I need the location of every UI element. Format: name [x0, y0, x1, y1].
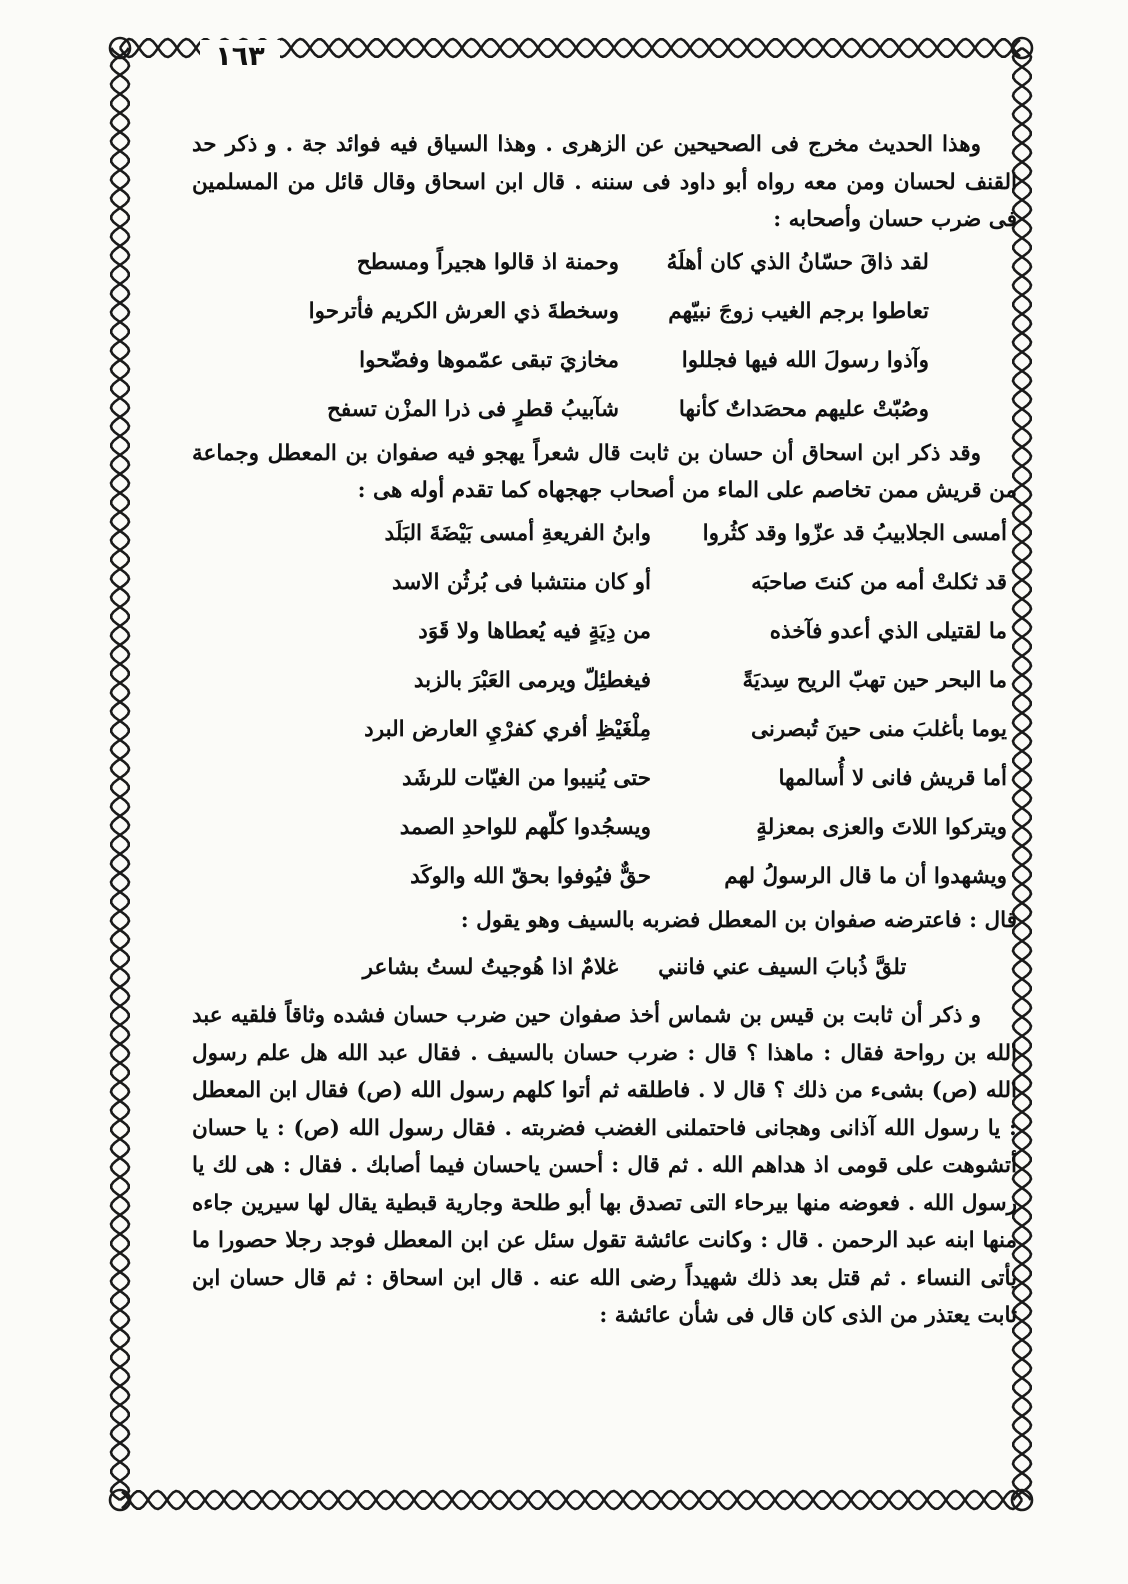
verse-second-hemistich: وسخطةَ ذي العرش الكريم فأترحوا [308, 299, 619, 325]
verse-line [192, 239, 1017, 288]
verse-second-hemistich: غلامٌ اذا هُوجيتُ لستُ بشاعر [362, 955, 619, 980]
verse-first-hemistich: تلقَّ ذُبابَ السيف عني فانني [658, 955, 907, 980]
verse-first-hemistich: أمسى الجلابيبُ قد عزّوا وقد كثُروا [702, 521, 1007, 547]
verse-line [192, 386, 1017, 435]
verse-first-hemistich: قد ثكلتْ أمه من كنتَ صاحبَه [751, 570, 1007, 596]
verse-first-hemistich: أما قريش فانى لا أُسالمها [778, 766, 1007, 792]
verse-second-hemistich: وحمنة اذ قالوا هجيراً ومسطح [356, 250, 619, 276]
verse-second-hemistich: شآبيبُ قطرٍ فى ذرا المزْن تسفح [326, 397, 619, 423]
verse-second-hemistich: حتى يُنيبوا من الغيّات للرشَد [401, 766, 651, 792]
verse-line [192, 804, 1017, 853]
verse-first-hemistich: يوما بأغلبَ منى حينَ تُبصرنى [750, 717, 1007, 743]
paragraph-safwan-reply: قال : فاعترضه صفوان بن المعطل فضربه بالسيف وهو يقول : [460, 907, 1017, 933]
verse-first-hemistich: لقد ذاقَ حسّانُ الذي كان أهلَهُ [666, 250, 929, 276]
verse-line [192, 510, 1017, 559]
verse-second-hemistich: من دِيَةٍ فيه يُعطاها ولا قَوَد [418, 619, 651, 645]
paragraph-ibn-ishaq: وقد ذكر ابن اسحاق أن حسان بن ثابت قال شعراً يهجو فيه صفوان بن المعطل وجماعة من قريش ممن تخاصم على الماء من أصحاب جهجهاه كما تقدم أوله هى : [192, 440, 1017, 503]
verse-line [192, 657, 1017, 706]
verse-second-hemistich: فيغطئِلّ ويرمى العَبْرَ بالزبد [413, 668, 651, 694]
page-number: ١٦٣ [200, 40, 280, 74]
verse-second-hemistich: وابنُ الفريعةِ أمسى بَيْضَةَ البَلَد [384, 521, 651, 547]
poem-2 [192, 510, 1017, 902]
verse-first-hemistich: تعاطوا برجم الغيب زوجَ نبيّهم [668, 299, 929, 325]
verse-second-hemistich: أو كان منتشبا فى بُرثُن الاسد [392, 570, 651, 596]
verse-first-hemistich: ويتركوا اللاتَ والعزى بمعزلةٍ [756, 815, 1007, 841]
verse-line [192, 853, 1017, 902]
verse-first-hemistich: وصُبّتْ عليهم محصَداتٌ كأنها [678, 397, 929, 423]
verse-second-hemistich: حقٌّ فيُوفوا بحقّ الله والوكَد [410, 864, 651, 890]
verse-first-hemistich: وآذوا رسولَ الله فيها فجللوا [681, 348, 929, 374]
verse-first-hemistich: ويشهدوا أن ما قال الرسولُ لهم [724, 864, 1007, 890]
verse-second-hemistich: مِلْغَيْظِ أفري كفرْيِ العارض البرد [364, 717, 651, 743]
paragraph-thabit: و ذكر أن ثابت بن قيس بن شماس أخذ صفوان حين ضرب حسان فشده وثاقاً فلقيه عبد الله بن رواحة فقال : ماهذا ؟ قال : ضرب حسان بالسيف . فقال عبد الله هل علم رسول الله (ص) بشىء من ذلك ؟ قال لا . فاطلقه ثم أتوا كلهم رسول الله (ص) فقال ابن المعطل : يا رسول الله آذانى وهجانى فاحتملنى الغضب فضربته . فقال رسول الله (ص) : يا حسان أتشوهت على قومى اذ هداهم الله . ثم قال : أحسن ياحسان فيما أصابك . فقال : هى لك يا رسول الله . فعوضه منها بيرحاء التى تصدق بها أبو طلحة وجارية قبطية يقال لها سيرين جاءه منها ابنه عبد الرحمن . قال : وكانت عائشة تقول سئل عن ابن المعطل فوجد رجلا حصورا ما يأتى النساء . ثم قتل بعد ذلك شهيداً رضى الله عنه . قال ابن اسحاق : ثم قال حسان ابن ثابت يعتذر من الذى كان قال فى شأن عائشة : [192, 1003, 1017, 1328]
verse-first-hemistich: ما لقتيلى الذي أعدو فآخذه [769, 619, 1007, 645]
single-verse [192, 939, 1017, 997]
page-body [192, 126, 1017, 1335]
verse-line [192, 755, 1017, 804]
verse-line [192, 559, 1017, 608]
verse-line [192, 608, 1017, 657]
paragraph-intro: وهذا الحديث مخرج فى الصحيحين عن الزهرى . وهذا السياق فيه فوائد جة . و ذكر حد القنف لحسان ومن معه رواه أبو داود فى سننه . قال ابن اسحاق وقال قائل من المسلمين فى ضرب حسان وأصحابه : [192, 132, 1017, 232]
poem-1 [192, 239, 1017, 435]
verse-second-hemistich: ويسجُدوا كلّهم للواحدِ الصمد [399, 815, 651, 841]
verse-first-hemistich: ما البحر حين تهبّ الريح سِديَةً [742, 668, 1007, 694]
verse-second-hemistich: مخازيَ تبقى عمّموها وفضّحوا [359, 348, 619, 374]
verse-line [192, 337, 1017, 386]
verse-line [192, 288, 1017, 337]
verse-line [192, 706, 1017, 755]
